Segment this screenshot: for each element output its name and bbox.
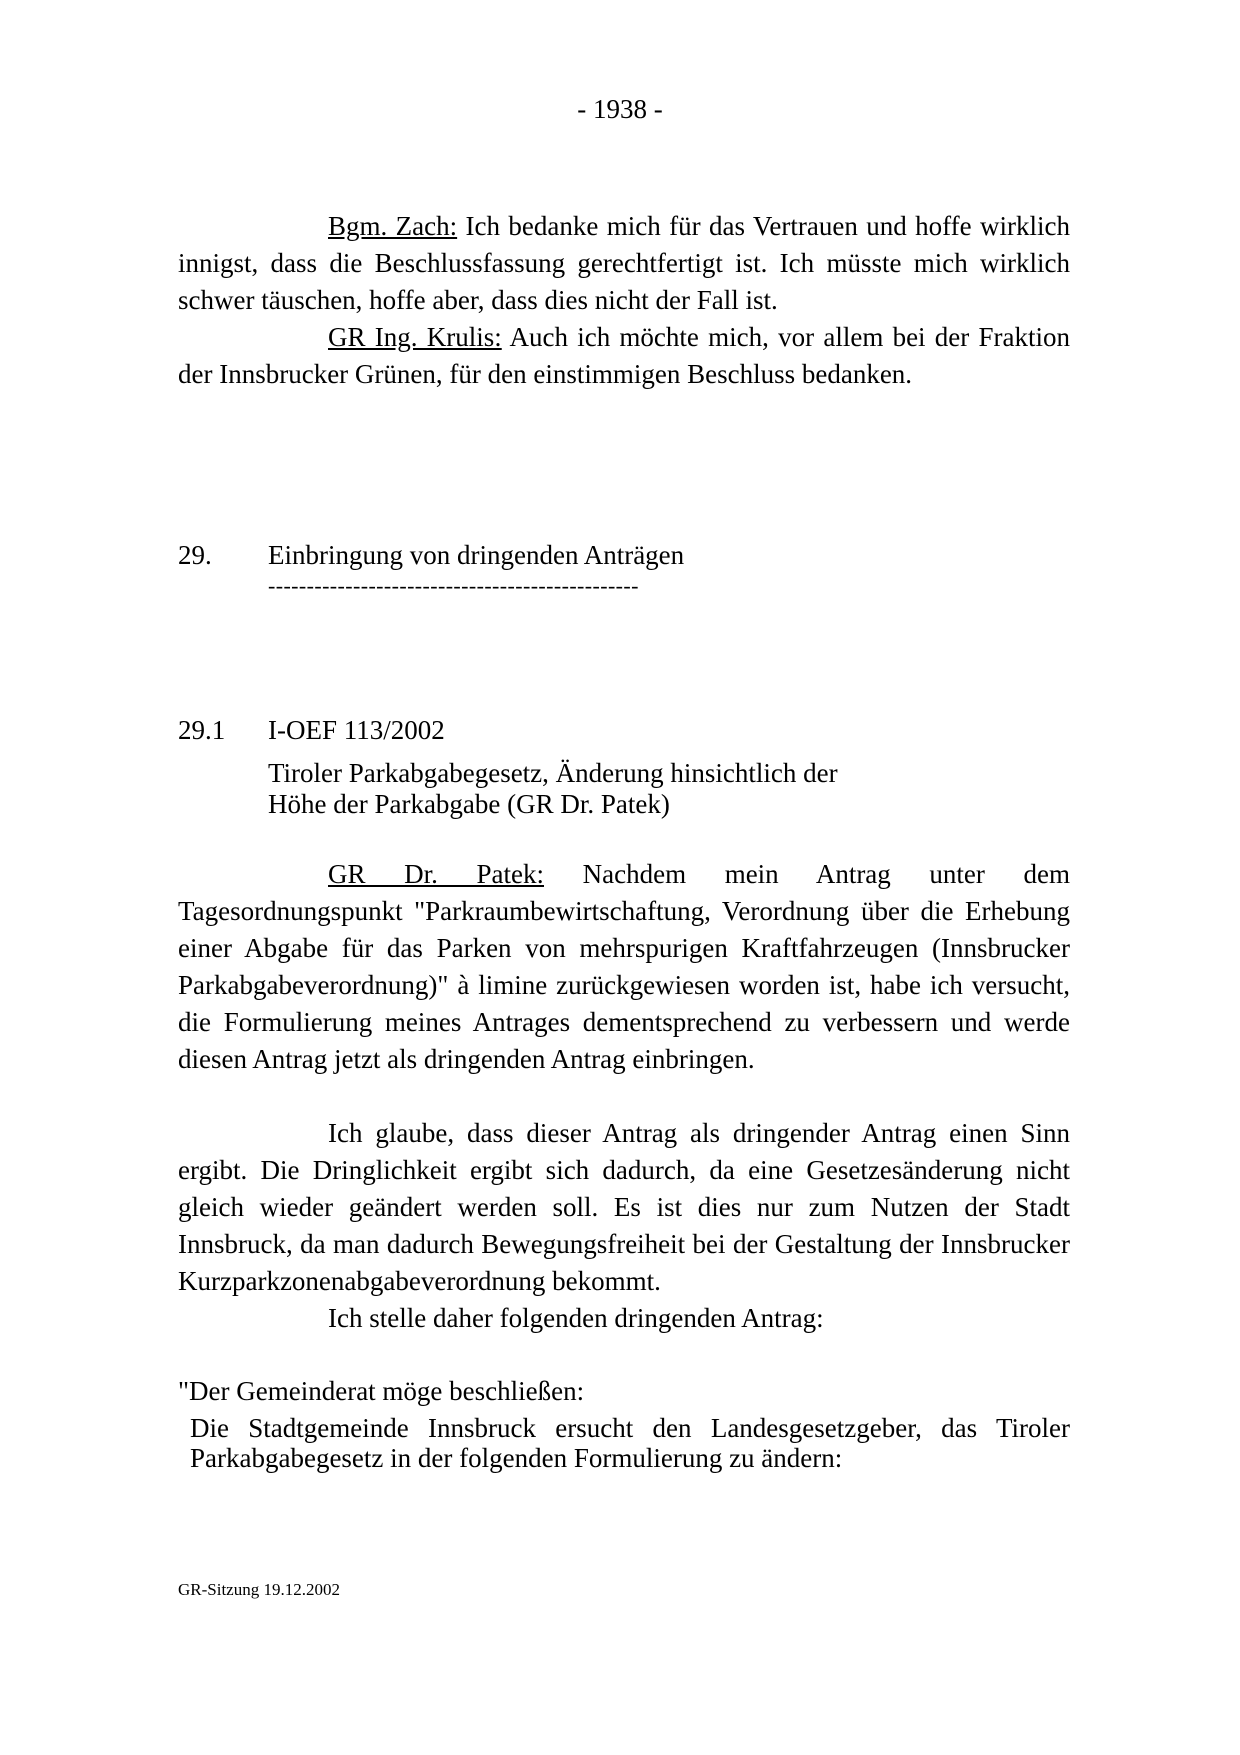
statement-krulis bbox=[178, 319, 1070, 393]
statement-text: Ich bedanke mich für das Vertrauen und hoffe wirklich innigst, dass die Beschlussfassung gerechtfertigt ist. Ich müsste mich wirklich schwer täuschen, hoffe aber, dass dies nicht der Fall ist. bbox=[178, 211, 1070, 315]
statement-zach bbox=[178, 208, 1070, 319]
section-title: Einbringung von dringenden Anträgen bbox=[268, 540, 685, 570]
section-number: 29. bbox=[178, 540, 212, 570]
statement-text: Auch ich möchte mich, vor allem bei der Fraktion der Innsbrucker Grünen, für den einstimmigen Beschluss bedanken. bbox=[178, 322, 1070, 389]
speaker-label: GR Ing. Krulis: bbox=[328, 322, 502, 352]
page-number: - 1938 - bbox=[577, 94, 663, 124]
motion-intro: "Der Gemeinderat möge beschließen: bbox=[178, 1376, 585, 1406]
statement-patek-closing bbox=[178, 1300, 1070, 1337]
footer-session-date: GR-Sitzung 19.12.2002 bbox=[178, 1580, 340, 1599]
motion-body: Die Stadtgemeinde Innsbruck ersucht den Landesgesetzgeber, das Tiroler Parkabgabegesetz in der folgenden Formulierung zu ändern: bbox=[190, 1413, 1070, 1473]
section-underline: ------------------------------------------------ bbox=[268, 573, 639, 598]
speaker-label: GR Dr. Patek: bbox=[328, 859, 544, 889]
statement-text: Nachdem mein Antrag unter dem Tagesordnungspunkt "Parkraumbewirtschaftung, Verordnung über die Erhebung einer Abgabe für das Parken von mehrspurigen Kraftfahrzeugen (Innsbrucker Parkabgabeverordnung)" à limine zurückgewiesen worden ist, habe ich versucht, die Formulierung meines Antrages dementsprechend zu verbessern und werde diesen Antrag jetzt als dringenden Antrag einbringen. bbox=[178, 859, 1070, 1074]
speaker-label: Bgm. Zach: bbox=[328, 211, 458, 241]
statement-patek-continued bbox=[178, 1115, 1070, 1300]
statement-text: Ich stelle daher folgenden dringenden Antrag: bbox=[328, 1303, 824, 1333]
subsection-code: I-OEF 113/2002 bbox=[268, 715, 445, 745]
statement-text: Ich glaube, dass dieser Antrag als dringender Antrag einen Sinn ergibt. Die Dringlichkeit ergibt sich dadurch, da eine Gesetzesänderung nicht gleich wieder geändert werden soll. Es ist dies nur zum Nutzen der Stadt Innsbruck, da man dadurch Bewegungsfreiheit bei der Gestaltung der Innsbrucker Kurzparkzonenabgabeverordnung bekommt. bbox=[178, 1118, 1070, 1296]
statement-patek bbox=[178, 856, 1070, 1078]
subsection-title-line1: Tiroler Parkabgabegesetz, Änderung hinsichtlich der bbox=[268, 758, 838, 788]
subsection-number: 29.1 bbox=[178, 715, 226, 745]
subsection-title-line2: Höhe der Parkabgabe (GR Dr. Patek) bbox=[268, 789, 670, 819]
